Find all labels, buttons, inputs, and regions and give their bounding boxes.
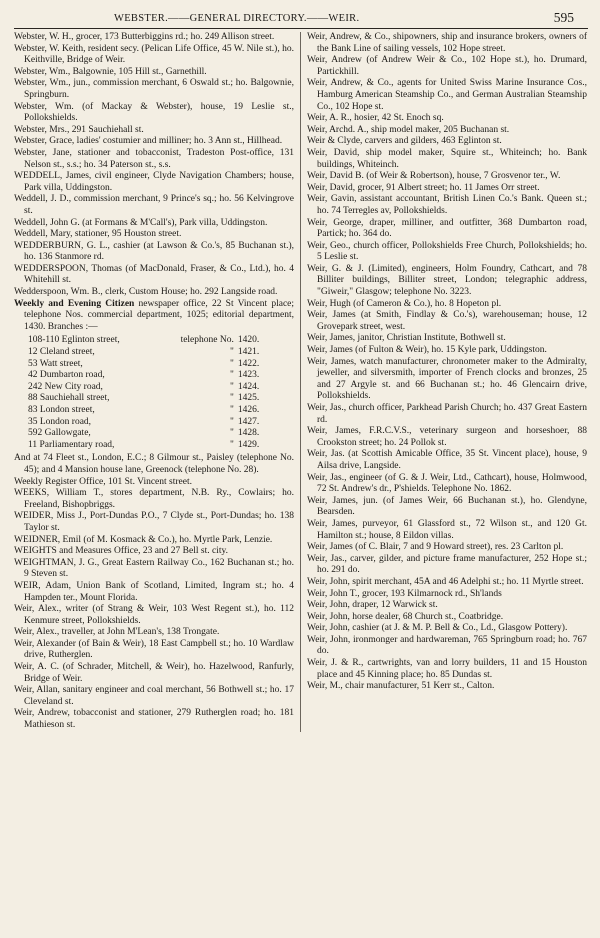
branch-address: 11 Parliamentary road,: [28, 439, 115, 450]
directory-entry: Weir, James, watch manufacturer, chronometer maker to the Admiralty, jeweller, and silversmith, importer of French clocks and bronzes, 25 and 27 Argyle st. and 66 Buchanan st.; ho. 46 Glencairn drive, Pollokshields.: [307, 356, 587, 402]
directory-entry: Wedderspoon, Wm. B., clerk, Custom House; ho. 292 Langside road.: [14, 287, 278, 298]
branch-row: [14, 405, 294, 417]
branch-address: 83 London street,: [28, 405, 95, 415]
branch-telephone-label: ": [229, 370, 234, 381]
left-entries-bottom: [14, 477, 294, 732]
directory-entry: Weir, Jas. (at Scottish Amicable Office, 35 St. Vincent place), house, 9 Ailsa drive, Langside.: [307, 449, 587, 471]
branch-row: [14, 393, 294, 405]
directory-entry: Weir, James, F.R.C.V.S., veterinary surgeon and horseshoer, 88 Crookston street; ho. 24 Pollok st.: [307, 426, 587, 448]
branch-row: [14, 359, 294, 371]
branch-row: [14, 370, 294, 382]
directory-entry: Weir, A. R., hosier, 42 St. Enoch sq.: [307, 113, 444, 124]
directory-entry: Webster, Mrs., 291 Sauchiehall st.: [14, 124, 144, 135]
citizen-entry: [14, 299, 294, 334]
branch-number: 1423.: [237, 370, 260, 381]
directory-entry: Webster, W. H., grocer, 173 Butterbiggins rd.; ho. 249 Allison street.: [14, 32, 275, 42]
branch-row: [14, 335, 294, 347]
branch-telephone-label: telephone No.: [180, 335, 234, 346]
branch-row: [14, 440, 294, 452]
branch-list: [14, 335, 294, 451]
directory-entry: Webster, Wm. (of Mackay & Webster), house, 19 Leslie st., Pollokshields.: [14, 101, 294, 124]
directory-entry: WEIDNER, Emil (of M. Kosmack & Co.), ho. Myrtle Park, Lenzie.: [14, 534, 273, 545]
directory-entry: WEIR, Adam, Union Bank of Scotland, Limited, Ingram st.; ho. 4 Hampden ter., Mount Florida.: [14, 580, 294, 603]
branch-number: 1428.: [237, 428, 260, 439]
directory-entry: Weir, John, cashier (at J. & M. P. Bell & Co., Ld., Glasgow Pottery).: [307, 623, 568, 634]
directory-entry: WEDDELL, James, civil engineer, Clyde Navigation Chambers; house, Park villa, Uddingston.: [14, 171, 294, 193]
directory-entry: Weir, David, grocer, 91 Albert street; ho. 11 James Orr street.: [307, 182, 540, 193]
left-column: [14, 32, 300, 732]
directory-entry: Weir, David, ship model maker, Squire st., Whiteinch; ho. Bank buildings, Whiteinch.: [307, 147, 587, 170]
citizen-text: newspaper office, 22 St Vincent place; telephone Nos. commercial department, 1025; editorial department, 1430. Branches :—: [24, 298, 295, 332]
branch-row: [14, 428, 294, 440]
directory-entry: Weir, J. & R., cartwrights, van and lorry builders, 11 and 15 Houston place and 45 Kinning place; ho. 85 Dundas st.: [307, 658, 587, 680]
directory-entry: Weddell, Mary, stationer, 95 Houston street.: [14, 229, 182, 240]
directory-entry: Weir, Geo., church officer, Pollokshields Free Church, Pollokshields; ho. 5 Leslie st.: [307, 240, 587, 263]
citizen-after: And at 74 Fleet st., London, E.C.; 8 Gilmour st., Paisley (telephone No. 45); and 4 Mansion house lane, Greenock (telephone No. 28).: [14, 453, 294, 475]
directory-entry: Weir, Jas., engineer (of G. & J. Weir, Ltd., Cathcart), house, Holmwood, 72 St. Andrew's dr., P'shields. Telephone No. 1862.: [307, 472, 587, 495]
directory-entry: WEEKS, William T., stores department, N.B. Ry., Cowlairs; ho. Freeland, Bishopbriggs.: [14, 488, 294, 510]
directory-entry: WEDDERBURN, G. L., cashier (at Lawson & Co.'s, 85 Buchanan st.), ho. 136 Stanmore rd.: [14, 240, 294, 263]
branch-address: 35 London road,: [28, 416, 92, 427]
directory-entry: Weir, John, spirit merchant, 45A and 46 Adelphi st.; ho. 11 Myrtle street.: [307, 576, 584, 587]
branch-telephone-label: ": [229, 393, 234, 404]
branch-row: [14, 417, 294, 429]
right-column: [301, 32, 587, 732]
branch-number: 1420.: [237, 335, 260, 346]
directory-entry: Weir, M., chair manufacturer, 51 Kerr st., Calton.: [307, 681, 495, 692]
directory-entry: Weir, James, janitor, Christian Institute, Bothwell st.: [307, 333, 506, 344]
directory-entry: Weir, Jas., carver, gilder, and picture frame manufacturer, 252 Hope st.; ho. 291 do.: [307, 553, 587, 576]
directory-entry: Weir, G. & J. (Limited), engineers, Holm Foundry, Cathcart, and 78 Billiter buildings, Billiter street, London; telegraphic address, "Giweir," Glasgow; telephone No. 3223.: [307, 263, 587, 298]
directory-entry: Weekly Register Office, 101 St. Vincent street.: [14, 476, 192, 487]
directory-entry: Weir, Allan, sanitary engineer and coal merchant, 56 Bothwell st.; ho. 17 Cleveland st.: [14, 685, 294, 707]
branch-number: 1422.: [237, 358, 260, 369]
left-entries-top: [14, 32, 294, 299]
branch-telephone-label: ": [229, 439, 234, 450]
branch-number: 1429.: [237, 439, 260, 450]
directory-entry: Weir, James, purveyor, 61 Glassford st., 72 Wilson st., and 120 Gt. Hamilton st.; house, 8 Eildon villas.: [307, 518, 587, 541]
branch-number: 1424.: [237, 381, 260, 392]
branch-telephone-label: ": [229, 428, 234, 439]
directory-entry: Weir, Andrew, tobacconist and stationer, 279 Rutherglen road; ho. 181 Mathieson st.: [14, 708, 294, 731]
directory-entry: Weir, James (at Smith, Findlay & Co.'s), warehouseman; house, 12 Grovepark street, west.: [307, 310, 587, 332]
directory-entry: Weir & Clyde, carvers and gilders, 463 Eglinton st.: [307, 136, 502, 147]
directory-entry: Weir, Andrew (of Andrew Weir & Co., 102 Hope st.), ho. Drumard, Partickhill.: [307, 55, 587, 77]
directory-entry: Weir, Alex., traveller, at John M'Lean's, 138 Trongate.: [14, 627, 220, 638]
directory-entry: Weir, James (of Fulton & Weir), ho. 15 Kyle park, Uddingston.: [307, 345, 547, 356]
branch-row: [14, 382, 294, 394]
directory-entry: Webster, Jane, stationer and tobacconist, Tradeston Post-office, 131 Nelson st., s.s.; ho. 34 Paterson st., s.s.: [14, 147, 294, 170]
header-rule: [14, 28, 588, 29]
directory-entry: Weir, David B. (of Weir & Robertson), house, 7 Grosvenor ter., W.: [307, 171, 561, 182]
directory-entry: Weddell, John G. (at Formans & M'Call's), Park villa, Uddingston.: [14, 217, 268, 228]
directory-entry: WEIDER, Miss J., Port-Dundas P.O., 7 Clyde st., Port-Dundas; ho. 138 Taylor st.: [14, 511, 294, 533]
branch-address: 42 Dumbarton road,: [28, 370, 105, 381]
directory-entry: Weddell, J. D., commission merchant, 9 Prince's sq.; ho. 56 Kelvingrove st.: [14, 194, 294, 216]
branch-telephone-label: ": [229, 381, 234, 392]
directory-entry: WEDDERSPOON, Thomas (of MacDonald, Fraser, & Co., Ltd.), ho. 4 Whitehill st.: [14, 263, 294, 286]
directory-entry: Weir, Hugh (of Cameron & Co.), ho. 8 Hopeton pl.: [307, 298, 502, 309]
directory-entry: Weir, Gavin, assistant accountant, British Linen Co.'s Bank. Queen st.; ho. 74 Terregles av, Pollokshields.: [307, 194, 587, 216]
running-head: WEBSTER.——GENERAL DIRECTORY.——WEIR.: [114, 13, 360, 24]
directory-entry: Webster, W. Keith, resident secy. (Pelican Life Office, 45 W. Nile st.), ho. Keithville, Bridge of Weir.: [14, 43, 294, 66]
branch-telephone-label: ": [229, 358, 234, 369]
directory-entry: Weir, James, jun. (of James Weir, 66 Buchanan st.), ho. Glendyne, Bearsden.: [307, 495, 587, 518]
directory-entry: Weir, Archd. A., ship model maker, 205 Buchanan st.: [307, 124, 510, 135]
branch-number: 1426.: [237, 405, 260, 415]
directory-entry: Weir, John, horse dealer, 68 Church st., Coatbridge.: [307, 611, 504, 622]
branch-telephone-label: ": [229, 405, 234, 415]
directory-entry: Weir, John, ironmonger and hardwareman, 765 Springburn road; ho. 767 do.: [307, 634, 587, 657]
branch-telephone-label: ": [229, 347, 234, 358]
directory-entry: Weir, George, draper, milliner, and outfitter, 368 Dumbarton road, Partick; ho. 364 do.: [307, 217, 587, 240]
columns: [14, 32, 588, 732]
branch-number: 1421.: [237, 347, 260, 358]
branch-address: 108-110 Eglinton street,: [28, 335, 120, 346]
directory-entry: WEIGHTMAN, J. G., Great Eastern Railway Co., 162 Buchanan st.; ho. 9 Steven st.: [14, 557, 294, 580]
directory-entry: Weir, Jas., church officer, Parkhead Parish Church; ho. 437 Great Eastern rd.: [307, 403, 587, 425]
directory-entry: WEIGHTS and Measures Office, 23 and 27 Bell st. city.: [14, 546, 228, 557]
directory-entry: Webster, Wm., Balgownie, 105 Hill st., Garnethill.: [14, 66, 207, 77]
directory-entry: Weir, James (of C. Blair, 7 and 9 Howard street), res. 23 Carlton pl.: [307, 542, 564, 553]
directory-entry: Weir, Alex., writer (of Strang & Weir, 103 West Regent st.), ho. 112 Kenmure street, Pollokshields.: [14, 604, 294, 626]
branch-number: 1425.: [237, 393, 260, 404]
branch-row: [14, 347, 294, 359]
directory-entry: Weir, Andrew, & Co., shipowners, ship and insurance brokers, owners of the Bank Line of sailing vessels, 102 Hope street.: [307, 32, 587, 54]
directory-entry: Weir, Andrew, & Co., agents for United Swiss Marine Insurance Cos., Hamburg American Steamship Co., and German Australian Steamship Co., 102 Hope st.: [307, 78, 587, 112]
directory-entry: Weir, A. C. (of Schrader, Mitchell, & Weir), ho. Hazelwood, Ranfurly, Bridge of Weir.: [14, 662, 294, 684]
directory-entry: Webster, Wm., jun., commission merchant, 6 Oswald st.; ho. Balgownie, Springburn.: [14, 78, 294, 100]
branch-address: 53 Watt street,: [28, 358, 83, 369]
branch-address: 88 Sauchiehall street,: [28, 393, 110, 404]
branch-address: 592 Gallowgate,: [28, 428, 91, 439]
page-header: [14, 8, 588, 30]
directory-entry: Webster, Grace, ladies' costumier and milliner; ho. 3 Ann st., Hillhead.: [14, 136, 283, 147]
branch-address: 242 New City road,: [28, 381, 103, 392]
branch-number: 1427.: [237, 416, 260, 427]
branch-address: 12 Cleland street,: [28, 347, 95, 358]
citizen-name: Weekly and Evening Citizen: [14, 298, 135, 309]
branch-telephone-label: ": [229, 416, 234, 427]
directory-entry: Weir, John T., grocer, 193 Kilmarnock rd., Sh'lands: [307, 588, 502, 599]
directory-entry: Weir, John, draper, 12 Warwick st.: [307, 600, 438, 611]
directory-entry: Weir, Alexander (of Bain & Weir), 18 East Campbell st.; ho. 10 Wardlaw drive, Rutherglen.: [14, 638, 294, 661]
page-number: 595: [553, 10, 574, 25]
